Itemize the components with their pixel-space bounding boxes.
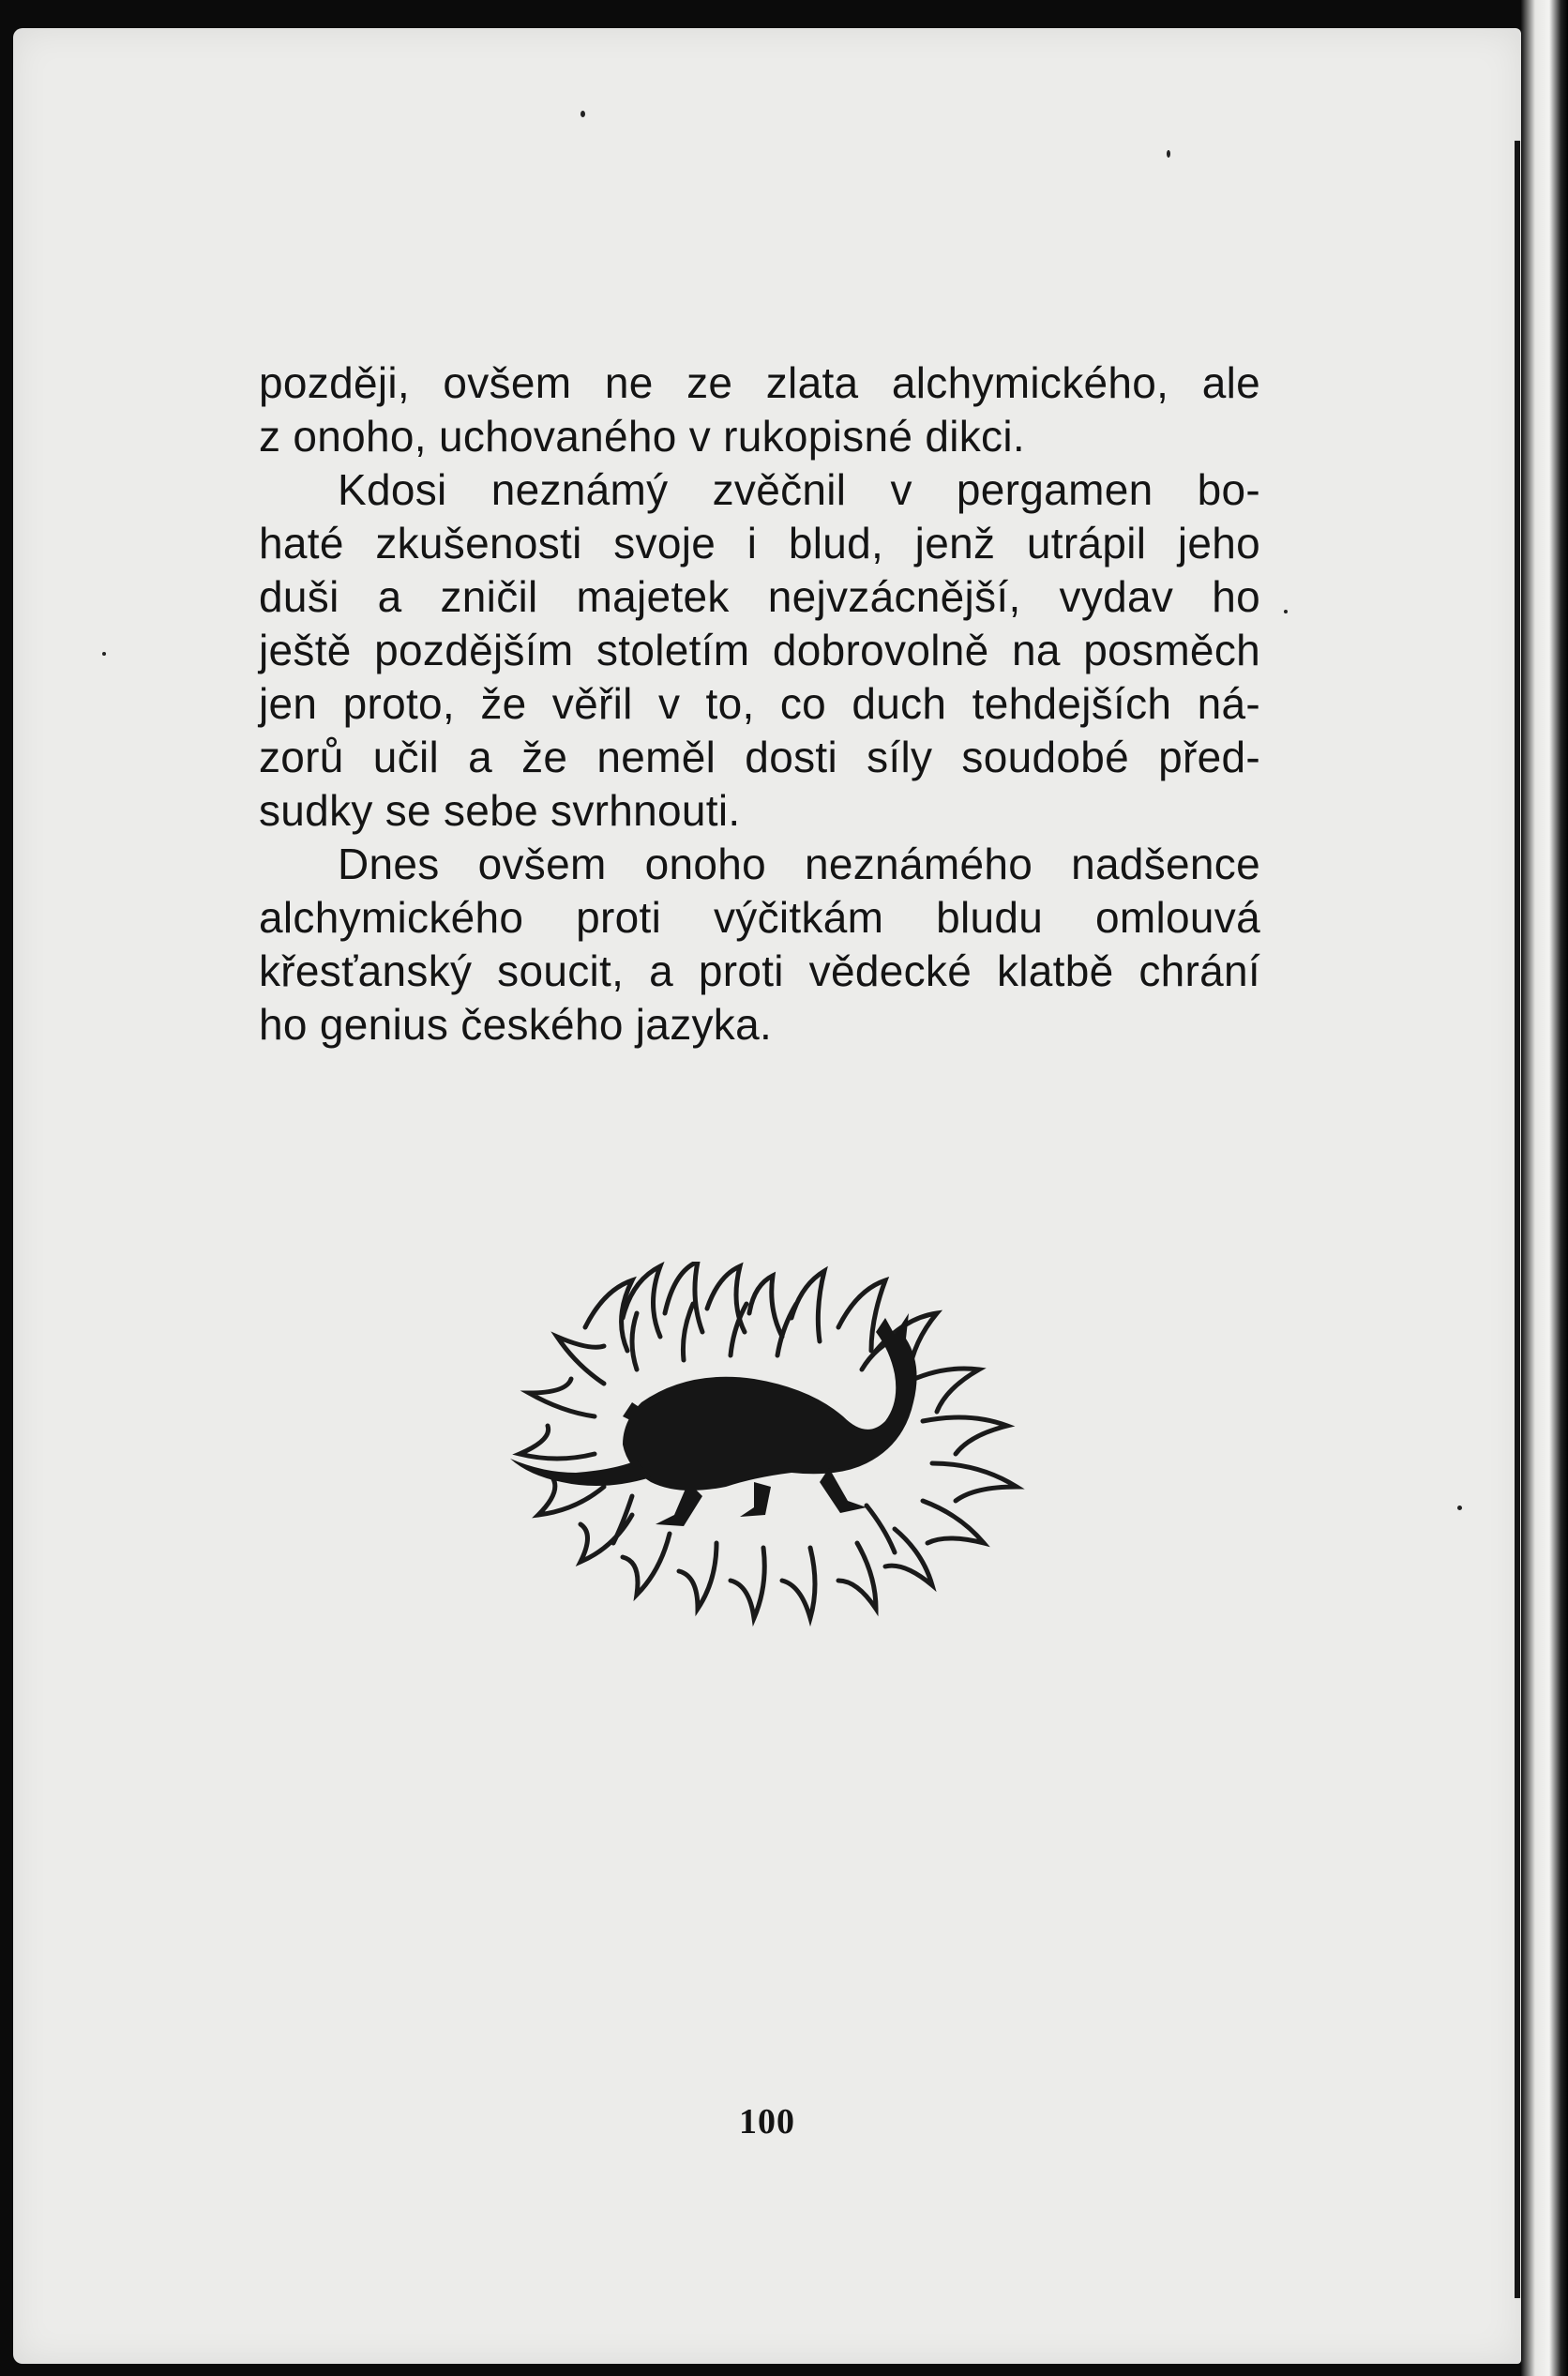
salamander-vignette-illustration (473, 1262, 1082, 1674)
text-line: duši a zničil majetek nejvzácnější, vydav ho (259, 572, 1260, 621)
page-edge-shadow (1515, 141, 1520, 2298)
text-line: haté zkušenosti svoje i blud, jenž utrápil jeho (259, 519, 1260, 568)
text-line: z onoho, uchovaného v rukopisné dikci. (259, 412, 1025, 461)
body-text (259, 356, 1260, 1052)
text-line: Kdosi neznámý zvěčnil v pergamen bo- (338, 465, 1260, 514)
text-line: ještě pozdějším stoletím dobrovolně na posměch (259, 626, 1260, 674)
text-line: alchymického proti výčitkám bludu omlouvá (259, 893, 1260, 942)
text-line: sudky se sebe svrhnouti. (259, 786, 741, 835)
book-spine-edge (1521, 0, 1568, 2376)
text-line: později, ovšem ne ze zlata alchymického, ale (259, 358, 1260, 407)
text-line: křesťanský soucit, a proti vědecké klatbě chrání (259, 946, 1260, 995)
paper-speck (580, 111, 585, 117)
paper-speck (1167, 150, 1170, 158)
paragraph-2 (259, 463, 1260, 838)
paper-speck (102, 652, 106, 656)
text-line: zorů učil a že neměl dosti síly soudobé před- (259, 733, 1260, 781)
salamander (510, 1313, 917, 1526)
text-line: jen proto, že věřil v to, co duch tehdejších ná- (259, 679, 1260, 728)
paragraph-1 (259, 356, 1260, 463)
page-number: 100 (739, 2102, 795, 2141)
text-line: Dnes ovšem onoho neznámého nadšence (338, 840, 1260, 888)
paper-speck (1457, 1506, 1462, 1510)
text-line: ho genius českého jazyka. (259, 1000, 773, 1049)
paragraph-3 (259, 838, 1260, 1052)
book-page (13, 28, 1521, 2364)
paper-speck (1284, 610, 1288, 613)
